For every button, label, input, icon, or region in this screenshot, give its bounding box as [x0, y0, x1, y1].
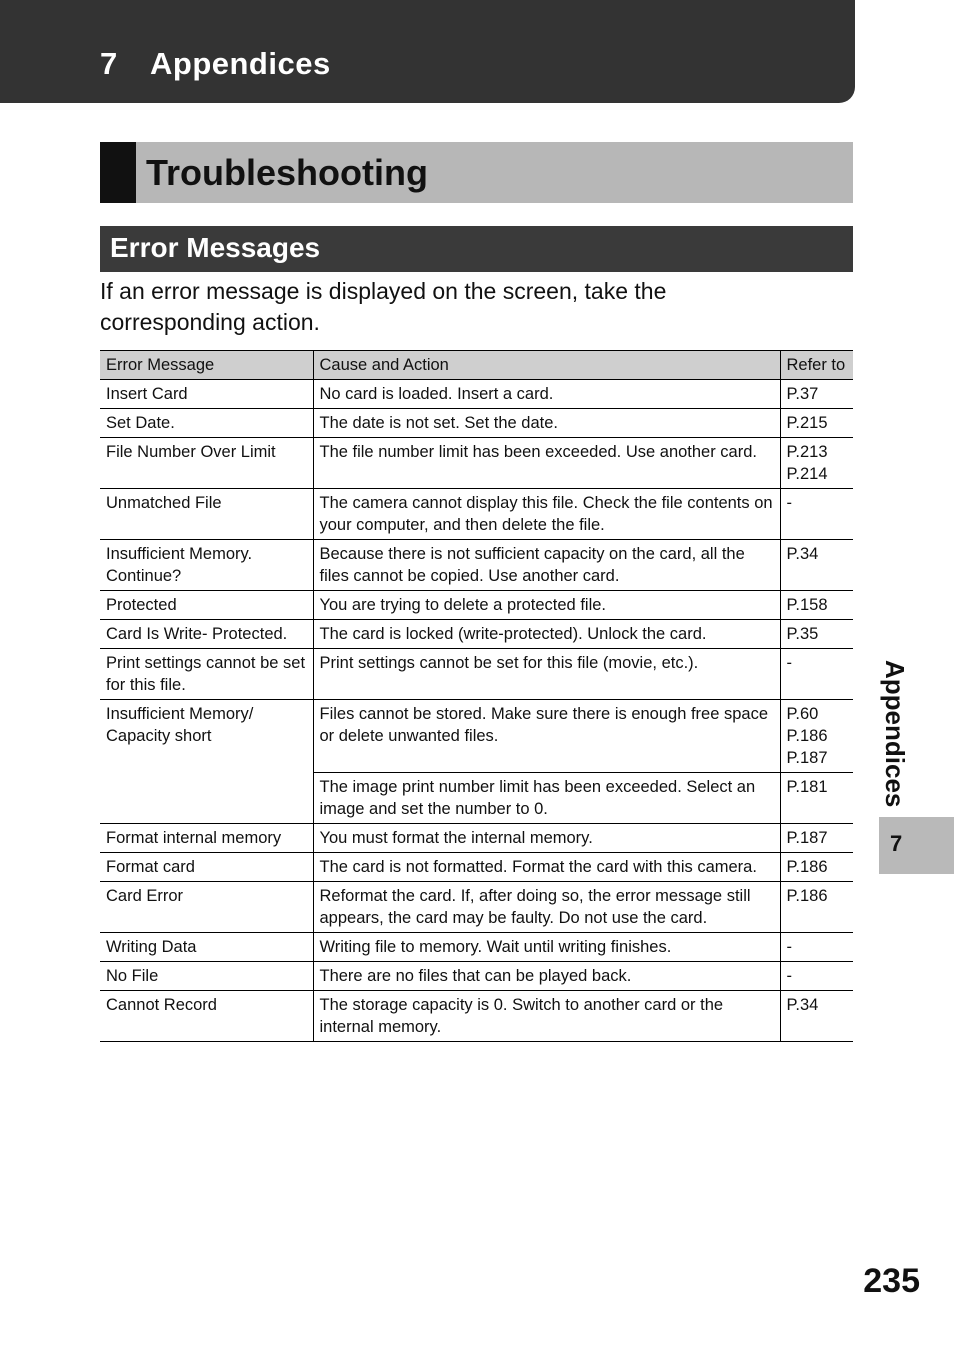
refer-to-cell: - — [780, 649, 853, 700]
cause-action-cell: You are trying to delete a protected file. — [313, 591, 780, 620]
cause-action-cell: No card is loaded. Insert a card. — [313, 380, 780, 409]
side-tab-label-text: Appendices — [880, 660, 910, 808]
error-message-cell: Card Is Write- Protected. — [100, 620, 313, 649]
refer-to-cell: - — [780, 962, 853, 991]
error-message-cell: Insufficient Memory/ Capacity short — [100, 700, 313, 824]
cause-action-cell: You must format the internal memory. — [313, 824, 780, 853]
header-refer-to: Refer to — [780, 351, 853, 380]
refer-to-cell: P.215 — [780, 409, 853, 438]
table-row — [100, 824, 853, 853]
refer-to-cell: P.37 — [780, 380, 853, 409]
cause-action-cell: The date is not set. Set the date. — [313, 409, 780, 438]
page-number: 235 — [863, 1262, 920, 1300]
cause-action-cell: There are no files that can be played back. — [313, 962, 780, 991]
error-messages-table — [100, 350, 853, 1042]
error-message-cell: Protected — [100, 591, 313, 620]
cause-action-cell: Reformat the card. If, after doing so, the error message still appears, the card may be faulty. Do not use the card. — [313, 882, 780, 933]
refer-to-cell: P.181 — [780, 773, 853, 824]
table-row — [100, 591, 853, 620]
error-message-cell: Unmatched File — [100, 489, 313, 540]
refer-to-cell: P.187 — [780, 824, 853, 853]
cause-action-cell: Files cannot be stored. Make sure there is enough free space or delete unwanted files. — [313, 700, 780, 773]
table-row — [100, 882, 853, 933]
chapter-banner — [0, 0, 855, 103]
refer-to-cell: P.34 — [780, 991, 853, 1042]
error-message-cell: Cannot Record — [100, 991, 313, 1042]
cause-action-cell: The card is not formatted. Format the card with this camera. — [313, 853, 780, 882]
cause-action-cell: The card is locked (write-protected). Unlock the card. — [313, 620, 780, 649]
side-tab-number: 7 — [890, 831, 903, 856]
table-row — [100, 620, 853, 649]
table-row — [100, 700, 853, 773]
side-tab-label — [876, 660, 916, 810]
section-header — [100, 142, 853, 203]
refer-to-cell: P.213 P.214 — [780, 438, 853, 489]
refer-to-cell: P.60 P.186 P.187 — [780, 700, 853, 773]
section-title: Troubleshooting — [146, 152, 428, 193]
error-message-cell: No File — [100, 962, 313, 991]
header-error-message: Error Message — [100, 351, 313, 380]
table-row — [100, 649, 853, 700]
refer-to-cell: P.34 — [780, 540, 853, 591]
chapter-title — [100, 46, 331, 82]
intro-text: If an error message is displayed on the screen, take the corresponding action. — [100, 278, 667, 335]
cause-action-cell: Because there is not sufficient capacity on the card, all the files cannot be copied. Use another card. — [313, 540, 780, 591]
refer-to-cell: - — [780, 489, 853, 540]
cause-action-cell: Writing file to memory. Wait until writing finishes. — [313, 933, 780, 962]
refer-to-cell: P.186 — [780, 853, 853, 882]
error-message-cell: Set Date. — [100, 409, 313, 438]
error-message-cell: Insufficient Memory. Continue? — [100, 540, 313, 591]
table-row — [100, 380, 853, 409]
cause-action-cell: The image print number limit has been exceeded. Select an image and set the number to 0. — [313, 773, 780, 824]
error-message-cell: File Number Over Limit — [100, 438, 313, 489]
header-cause-action: Cause and Action — [313, 351, 780, 380]
refer-to-cell: P.186 — [780, 882, 853, 933]
chapter-name: Appendices — [150, 46, 331, 81]
cause-action-cell: The camera cannot display this file. Check the file contents on your computer, and then delete the file. — [313, 489, 780, 540]
error-message-cell: Card Error — [100, 882, 313, 933]
cause-action-cell: The file number limit has been exceeded. Use another card. — [313, 438, 780, 489]
cause-action-cell: Print settings cannot be set for this file (movie, etc.). — [313, 649, 780, 700]
table-row — [100, 991, 853, 1042]
refer-to-cell: - — [780, 933, 853, 962]
cause-action-cell: The storage capacity is 0. Switch to another card or the internal memory. — [313, 991, 780, 1042]
table-row — [100, 409, 853, 438]
error-message-cell: Print settings cannot be set for this file. — [100, 649, 313, 700]
error-message-cell: Writing Data — [100, 933, 313, 962]
error-message-cell: Format card — [100, 853, 313, 882]
error-message-cell: Insert Card — [100, 380, 313, 409]
table-row — [100, 933, 853, 962]
table-header-row — [100, 351, 853, 380]
refer-to-cell: P.35 — [780, 620, 853, 649]
table-row — [100, 853, 853, 882]
side-tab-chapter — [879, 817, 954, 874]
chapter-number: 7 — [100, 46, 118, 81]
table-row — [100, 438, 853, 489]
table-row — [100, 540, 853, 591]
section-marker — [100, 142, 136, 203]
subsection-header — [100, 226, 853, 272]
table-row — [100, 962, 853, 991]
table-row — [100, 489, 853, 540]
refer-to-cell: P.158 — [780, 591, 853, 620]
error-message-cell: Format internal memory — [100, 824, 313, 853]
subsection-title: Error Messages — [110, 232, 321, 263]
